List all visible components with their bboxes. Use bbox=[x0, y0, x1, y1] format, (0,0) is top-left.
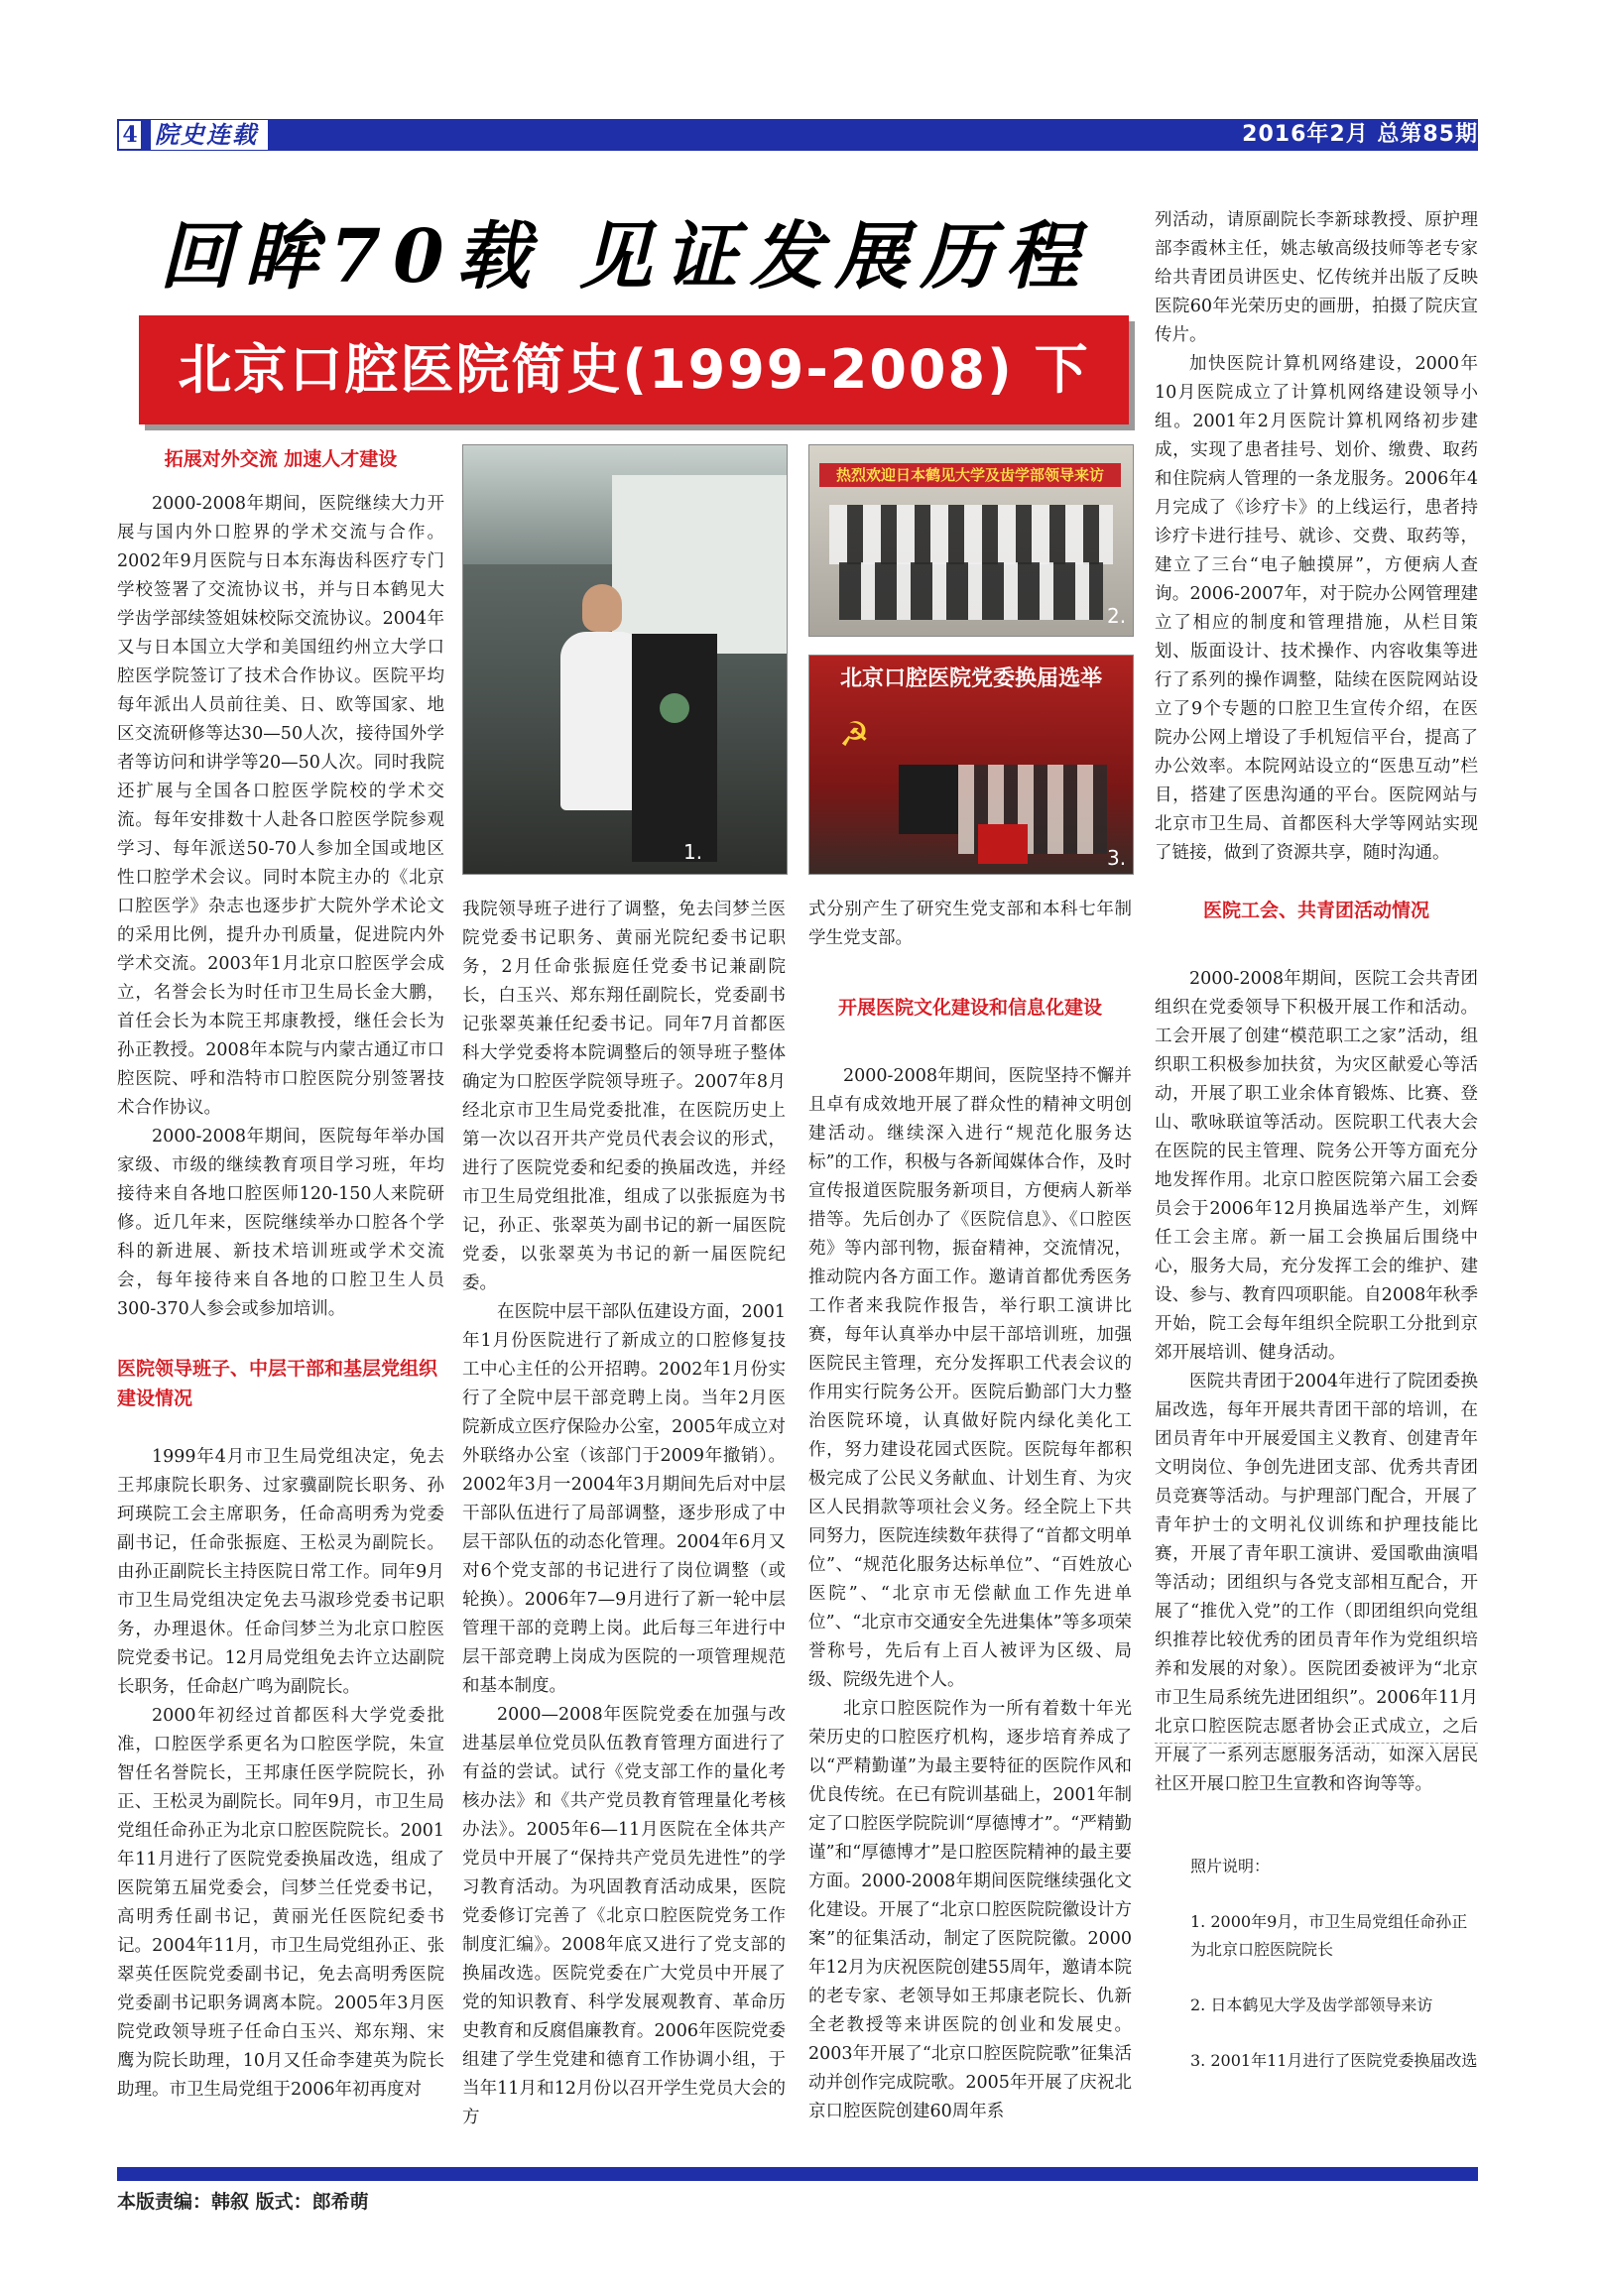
paragraph: 我院领导班子进行了调整，免去闫梦兰医院党委书记职务、黄丽光院纪委书记职务，2月任命张振庭任党委书记兼副院长，白玉兴、郑东翔任副院长，党委副书记张翠英兼任纪委书记。同年7月首都医科大学党委将本院调整后的领导班子整体确定为口腔医学院领导班子。2007年8月经北京市卫生局党委批准，在医院历史上第一次以召开共产党员代表会议的形式，进行了医院党委和纪委的换届改选，并经市卫生局党组批准，组成了以张振庭为书记，孙正、张翠英为副书记的新一届医院党委，以张翠英为书记的新一届医院纪委。 bbox=[462, 900, 786, 1293]
subhead-union: 医院工会、共青团活动情况 bbox=[1202, 900, 1429, 921]
ballot-box bbox=[978, 824, 1028, 864]
paragraph: 北京口腔医院作为一所有着数十年光荣历史的口腔医疗机构，逐步培育养成了以“严精勤谨”为最主要特征的医院作风和优良传统。在已有院训基础上，2001年制定了口腔医学院院训“厚德博才”。“严精勤谨”和“厚德博才”是口腔医院精神的最主要方面。2000-2008年期间医院继续强化文化建设。开展了“北京口腔医院院徽设计方案”的征集活动，制定了医院院徽。2000年12月为庆祝医院创建55周年，邀请本院的老专家、老领导如王邦康老院长、仇新全老教授等来讲医院的创业和发展史。2003年开展了“北京口腔医院院歌”征集活动并创作完成院歌。2005年开展了庆祝北京口腔医院创建60周年系 bbox=[808, 1699, 1132, 2121]
article-title: 北京口腔医院简史(1999-2008) 下 bbox=[178, 338, 1090, 401]
headline: 回眸70载 见证发展历程 bbox=[159, 214, 1091, 300]
paragraph: 1999年4月市卫生局党组决定，免去王邦康院长职务、过家骥副院长职务、孙珂瑛院工会主席职务，任命高明秀为党委副书记，任命张振庭、王松灵为副院长。由孙正副院长主持医院日常工作。同年9月市卫生局党组决定免去马淑珍党委书记职务，办理退休。任命闫梦兰为北京口腔医院党委书记。12月局党组免去许立达副院长职务，任命赵广鸣为副院长。 bbox=[117, 1447, 444, 1697]
paragraph: 医院共青团于2004年进行了院团委换届改选，每年开展共青团干部的培训，在团员青年中开展爱国主义教育、创建青年文明岗位、争创先进团支部、优秀共青团员竞赛等活动。与护理部门配合，开展了青年护士的文明礼仪训练和护理技能比赛，开展了青年职工演讲、爱国歌曲演唱等活动；团组织与各党支部相互配合，开展了“推优入党”的工作（即团组织向党组织推荐比较优秀的团员青年作为党组织培养和发展的对象）。医院团委被评为“北京市卫生局系统先进团组织”。2006年11月北京口腔医院志愿者协会正式成立，之后开展了一系列志愿服务活动，如深入居民社区开展口腔卫生宣教和咨询等等。 bbox=[1155, 1372, 1478, 1794]
paragraph: 2000-2008年期间，医院继续大力开展与国内外口腔界的学术交流与合作。2002年9月医院与日本东海齿科医疗专门学校签署了交流协议书，并与日本鹤见大学齿学部续签姐妹校际交流协议。2004年又与日本国立大学和美国纽约州立大学口腔医学院签订了技术合作协议。医院平均每年派出人员前往美、日、欧等国家、地区交流研修等达30—50人次，接待国外学者等访问和讲学等20—50人次。同时我院还扩展与全国各口腔医学院校的学术交流。每年安排数十人赴各口腔医学院参观学习、每年派送50-70人参加全国或地区性口腔学术会议。同时本院主办的《北京口腔医学》杂志也逐步扩大院外学术论文的采用比例，提升办刊质量，促进院内外学术交流。2003年1月北京口腔医学会成立，名誉会长为时任市卫生局长金大鹏，首任会长为本院王邦康教授，继任会长为孙正教授。2008年本院与内蒙古通辽市口腔医院、呼和浩特市口腔医院分别签署技术合作协议。 bbox=[117, 494, 444, 1118]
paragraph: 列活动，请原副院长李新球教授、原护理部李霞林主任，姚志敏高级技师等老专家给共青团员讲医史、忆传统并出版了反映医院60年光荣历史的画册，拍摄了院庆宣传片。 bbox=[1155, 210, 1478, 345]
photo-speaker bbox=[462, 444, 788, 875]
welcome-banner: 热烈欢迎日本鹤见大学及齿学部领导来访 bbox=[819, 463, 1121, 487]
podium bbox=[632, 634, 717, 862]
footer-credits: 本版责编：韩叙 版式：郎希萌 bbox=[117, 2191, 369, 2213]
paragraph: 加快医院计算机网络建设，2000年10月医院成立了计算机网络建设领导小组。2001年2月医院计算机网络初步建成，实现了患者挂号、划价、缴费、取药和住院病人管理的一条龙服务。2006年4月完成了《诊疗卡》的上线运行，患者持诊疗卡进行挂号、就诊、交费、取药等，建立了三台“电子触摸屏”，方便病人查询。2006-2007年，对于院办公网管理建立了相应的制度和管理措施，从栏目策划、版面设计、技术操作、内容收集等进行了系列的操作调整，陆续在医院网站设立了9个专题的口腔卫生宣传介绍，在医院办公网上增设了手机短信平台，提高了办公效率。本院网站设立的“医患互动”栏目，搭建了医患沟通的平台。医院网站与北京市卫生局、首都医科大学等网站实现了链接，做到了资源共享，随时沟通。 bbox=[1155, 354, 1478, 863]
photo-group bbox=[808, 444, 1134, 637]
page-number: 4 bbox=[117, 119, 143, 151]
photo-captions bbox=[1155, 1853, 1478, 2075]
column-3 bbox=[808, 896, 1132, 2126]
subhead-leadership: 医院领导班子、中层干部和基层党组织建设情况 bbox=[117, 1358, 438, 1409]
paragraph: 2000—2008年医院党委在加强与改进基层单位党员队伍教育管理方面进行了有益的尝试。试行《党支部工作的量化考核办法》和《共产党员教育管理量化考核办法》。2005年6—11月医院在全体共产党员中开展了“保持共产党员先进性”的学习教育活动。为巩固教育活动成果，医院党委修订完善了《北京口腔医院党务工作制度汇编》。2008年底又进行了党支部的换届改选。医院党委在广大党员中开展了党的知识教育、科学发展观教育、革命历史教育和反腐倡廉教育。2006年医院党委组建了学生党建和德育工作协调小组，于当年11月和12月份以召开学生党员大会的方 bbox=[462, 1705, 786, 2127]
section-title: 院史连载 bbox=[151, 120, 268, 150]
photo-label: 2. bbox=[1107, 604, 1127, 628]
column-4 bbox=[1155, 206, 1478, 1799]
speaker-head bbox=[582, 584, 622, 632]
caption-divider bbox=[1155, 1743, 1478, 1744]
photo-label: 3. bbox=[1107, 846, 1127, 870]
column-1 bbox=[117, 444, 444, 2105]
photo-label: 1. bbox=[683, 840, 703, 864]
paragraph: 2000-2008年期间，医院工会共青团组织在党委领导下积极开展工作和活动。工会开展了创建“模范职工之家”活动，组织职工积极参加扶贫，为灾区献爱心等活动，开展了职工业余体育锻炼、比赛、登山、歌咏联谊等活动。医院职工代表大会在医院的民主管理、院务公开等方面充分地发挥作用。北京口腔医院第六届工会委员会于2006年12月换届选举产生，刘辉任工会主席。新一届工会换届后围绕中心，服务大局，充分发挥工会的维护、建设、参与、教育四项职能。自2008年秋季开始，院工会每年组织全院职工分批到京郊开展培训、健身活动。 bbox=[1155, 969, 1478, 1363]
column-2 bbox=[462, 896, 786, 2132]
paragraph: 式分别产生了研究生党支部和本科七年制学生党支部。 bbox=[808, 900, 1132, 948]
group-back-row bbox=[829, 505, 1113, 564]
footer-bar bbox=[117, 2167, 1478, 2181]
caption-item: 1. 2000年9月，市卫生局党组任命孙正为北京口腔医院院长 bbox=[1190, 1912, 1468, 1959]
caption-item: 2. 日本鹤见大学及齿学部领导来访 bbox=[1190, 1995, 1433, 2014]
captions-title: 照片说明： bbox=[1190, 1857, 1271, 1875]
caption-item: 3. 2001年11月进行了医院党委换届改选 bbox=[1190, 2051, 1478, 2070]
party-emblem-icon: ☭ bbox=[839, 715, 870, 755]
paragraph: 2000年初经过首都医科大学党委批准，口腔医学系更名为口腔医学院，朱宣智任名誉院长，王邦康任医学院院长，孙正、王松灵为副院长。同年9月，市卫生局党组任命孙正为北京口腔医院院长。2001年11月进行了医院党委换届改选，组成了医院第五届党委会，闫梦兰任党委书记，高明秀任副书记，黄丽光任医院纪委书记。2004年11月，市卫生局党组孙正、张翠英任医院党委副书记，免去高明秀医院党委副书记职务调离本院。2005年3月医院党政领导班子任命白玉兴、郑东翔、宋鹰为院长助理，10月又任命李建英为院长助理。市卫生局党组于2006年初再度对 bbox=[117, 1706, 444, 2100]
projection-screen bbox=[612, 475, 787, 654]
group-front-row bbox=[839, 562, 1103, 620]
paragraph: 2000-2008年期间，医院每年举办国家级、市级的继续教育项目学习班，年均接待来自各地口腔医师120-150人来院研修。近几年来，医院继续举办口腔各个学科的新进展、新技术培训班或学术交流会，每年接待来自各地的口腔卫生人员300-370人参会或参加培训。 bbox=[117, 1127, 444, 1319]
podium bbox=[899, 765, 958, 834]
photo-election bbox=[808, 655, 1134, 875]
subhead-culture: 开展医院文化建设和信息化建设 bbox=[837, 997, 1102, 1019]
paragraph: 2000-2008年期间，医院坚持不懈并且卓有成效地开展了群众性的精神文明创建活动。继续深入进行“规范化服务达标”的工作，积极与各新闻媒体合作，及时宣传报道医院服务新项目，方便病人新举措等。先后创办了《医院信息》、《口腔医苑》等内部刊物，振奋精神，交流情况，推动院内各方面工作。邀请首都优秀医务工作者来我院作报告，举行职工演讲比赛，每年认真举办中层干部培训班，加强医院民主管理，充分发挥职工代表会议的作用实行院务公开。医院后勤部门大力整治医院环境，认真做好院内绿化美化工作，努力建设花园式医院。医院每年都积极完成了公民义务献血、计划生育、为灾区人民捐款等项社会义务。经全院上下共同努力，医院连续数年获得了“首都文明单位”、“规范化服务达标单位”、“百姓放心医院”、“北京市无偿献血工作先进单位”、“北京市交通安全先进集体”等多项荣誉称号，先后有上百人被评为区级、局级、院级先进个人。 bbox=[808, 1066, 1132, 1690]
election-banner: 北京口腔医院党委换届选举 bbox=[839, 666, 1102, 691]
issue-date: 2016年2月 总第85期 bbox=[1242, 122, 1478, 147]
paragraph: 在医院中层干部队伍建设方面，2001年1月份医院进行了新成立的口腔修复技工中心主任的公开招聘。2002年1月份实行了全院中层干部竞聘上岗。当年2月医院新成立医疗保险办公室，2005年成立对外联络办公室（该部门于2009年撤销）。2002年3月一2004年3月期间先后对中层干部队伍进行了局部调整，逐步形成了中层干部队伍的动态化管理。2004年6月又对6个党支部的书记进行了岗位调整（或轮换）。2006年7—9月进行了新一轮中层管理干部的竞聘上岗。此后每三年进行中层干部竞聘上岗成为医院的一项管理规范和基本制度。 bbox=[462, 1302, 786, 1696]
subhead-exchange: 拓展对外交流 加速人才建设 bbox=[164, 448, 398, 470]
emblem-icon bbox=[660, 693, 689, 723]
